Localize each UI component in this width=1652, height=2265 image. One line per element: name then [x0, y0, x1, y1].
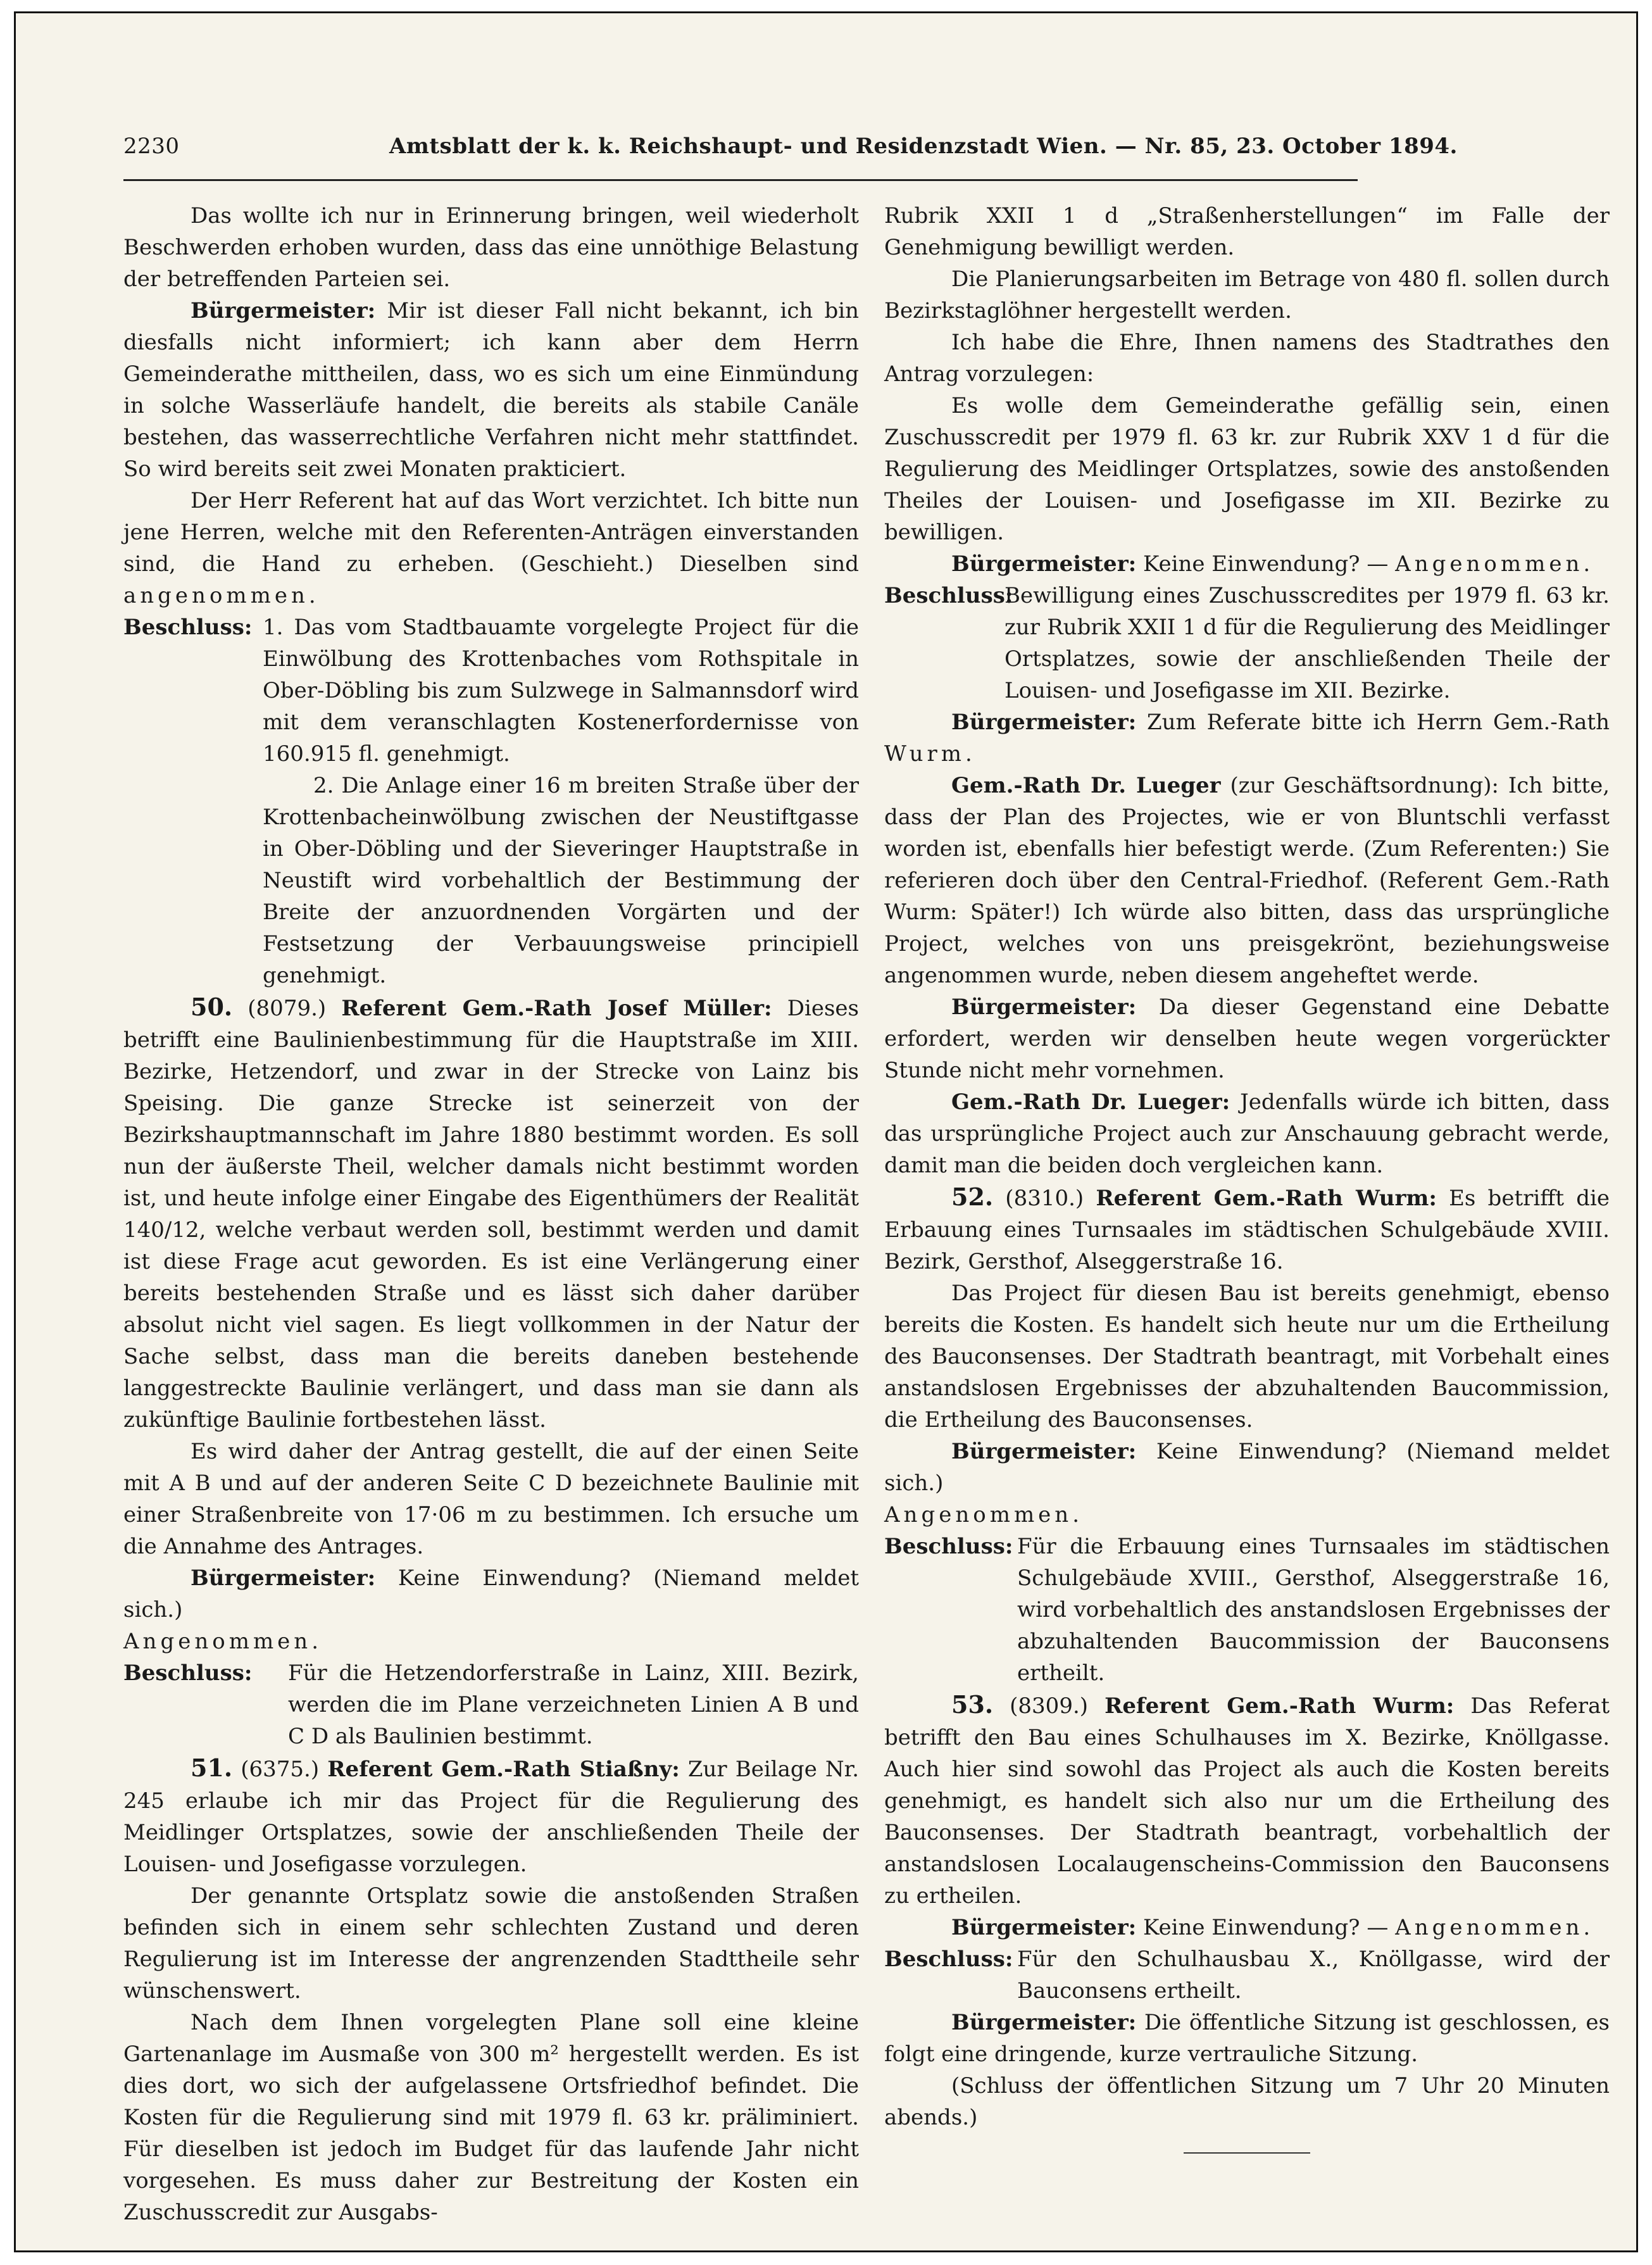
resolution	[123, 1657, 859, 1752]
paragraph: Die Planierungsarbeiten im Betrage von 480 fl. sollen durch Bezirkstaglöhner hergestellt werden.	[884, 267, 1610, 323]
resolution	[123, 612, 859, 991]
paragraph: Bürgermeister: Keine Einwendung? (Niemand meldet sich.)	[123, 1565, 859, 1622]
resolution-lead: Beschluss:	[123, 1660, 253, 1686]
speaker: Bürgermeister:	[951, 2010, 1137, 2035]
item-number: 53.	[951, 1690, 994, 1719]
resolution-text: Für den Schulhausbau X., Knöllgasse, wird der Bauconsens ertheilt.	[1017, 1947, 1610, 2004]
speaker: Bürgermeister:	[191, 298, 376, 323]
resolution	[884, 580, 1610, 706]
paragraph: Bürgermeister: Zum Referate bitte ich Herrn Gem.-Rath Wurm.	[884, 710, 1610, 767]
speaker: Referent Gem.-Rath Stiaßny:	[327, 1757, 680, 1782]
speaker: Bürgermeister:	[951, 1439, 1137, 1464]
speaker: Bürgermeister:	[951, 710, 1137, 735]
paragraph: Der Herr Referent hat auf das Wort verzichtet. Ich bitte nun jene Herren, welche mit den Referenten-Anträgen einverstanden sind, die Hand zu erheben. (Geschieht.) Dieselben sind angenommen.	[123, 488, 859, 608]
paragraph: Das Project für diesen Bau ist bereits genehmigt, ebenso bereits die Kosten. Es handelt sich heute nur um die Ertheilung des Bauconsenses. Der Stadtrath beantragt, mit Vorbehalt eines anstandslosen Ergebnisses der abzuhaltenden Baucommission, die Ertheilung des Bauconsenses.	[884, 1281, 1610, 1433]
paragraph: Gem.-Rath Dr. Lueger (zur Geschäftsordnung): Ich bitte, dass der Plan des Projectes, wie er von Bluntschli verfasst worden ist, ebenfalls hier befestigt werde. (Zum Referenten:) Sie referieren doch über den Central-Friedhof. (Referent Gem.-Rath Wurm: Später!) Ich würde also bitten, dass das ursprüngliche Project, welches von uns preisgekrönt, beziehungsweise angenommen wurde, neben diesem angeheftet werde.	[884, 773, 1610, 988]
resolution-lead: Beschluss:	[884, 1947, 1013, 1972]
newspaper-page	[14, 11, 1638, 2252]
item-number: 51.	[191, 1754, 233, 1782]
page-header	[123, 134, 1458, 172]
accepted-label: angenommen.	[123, 583, 320, 608]
paragraph: Der genannte Ortsplatz sowie die anstoßenden Straßen befinden sich in einem sehr schlechten Zustand und deren Regulierung ist im Interesse der angrenzenden Stadttheile sehr wünschenswert.	[123, 1883, 859, 2004]
end-rule	[1184, 2152, 1310, 2154]
paragraph: Bürgermeister: Da dieser Gegenstand eine Debatte erfordert, werden wir denselben heute wegen vorgerückter Stunde nicht mehr vornehmen.	[884, 994, 1610, 1083]
speaker: Gem.-Rath Dr. Lueger	[951, 773, 1221, 798]
speaker: Bürgermeister:	[951, 1915, 1137, 1940]
speaker: Referent Gem.-Rath Wurm:	[1104, 1693, 1455, 1719]
closing-note: (Schluss der öffentlichen Sitzung um 7 Uhr 20 Minuten abends.)	[884, 2073, 1610, 2130]
header-rule	[123, 179, 1358, 181]
left-column	[123, 200, 859, 2228]
paragraph: Es wird daher der Antrag gestellt, die auf der einen Seite mit A B und auf der anderen Seite C D bezeichnete Baulinie mit einer Straßenbreite von 17·06 m zu bestimmen. Ich ersuche um die Annahme des Antrages.	[123, 1439, 859, 1559]
resolution-lead: Beschluss:	[884, 1534, 1013, 1559]
accepted-label: Angenommen.	[123, 1629, 323, 1654]
agenda-item-53: 53. (8309.) Referent Gem.-Rath Wurm: Das Referat betrifft den Bau eines Schulhauses im X. Bezirke, Knöllgasse. Auch hier sind sowohl das Project als auch die Kosten bereits genehmigt, es handelt sich also nur um die Ertheilung des Bauconsenses. Der Stadtrath beantragt, vorbehaltlich der anstandslosen Localaugenscheins-Commission den Bauconsens zu ertheilen.	[884, 1690, 1610, 1909]
resolution	[884, 1943, 1610, 2007]
paragraph: Es wolle dem Gemeinderathe gefällig sein, einen Zuschusscredit per 1979 fl. 63 kr. zur Rubrik XXV 1 d für die Regulierung des Meidlinger Ortsplatzes, sowie des anstoßenden Theiles der Louisen- und Josefigasse im XII. Bezirke zu bewilligen.	[884, 393, 1610, 545]
speaker: Gem.-Rath Dr. Lueger:	[951, 1089, 1230, 1115]
resolution-item: 2. Die Anlage einer 16 m breiten Straße über der Krottenbacheinwölbung zwischen der Neustiftgasse in Ober-Döbling und der Sieveringer Hauptstraße in Neustift wird vorbehaltlich der Bestimmung der Breite der anzuordnenden Vorgärten und der Festsetzung der Verbauungsweise principiell genehmigt.	[263, 773, 859, 988]
speaker: Bürgermeister:	[191, 1565, 376, 1591]
paragraph: Ich habe die Ehre, Ihnen namens des Stadtrathes den Antrag vorzulegen:	[884, 330, 1610, 387]
accepted-label: Angenommen.	[1395, 1915, 1594, 1940]
speaker: Bürgermeister:	[951, 994, 1137, 1020]
resolution-text: Für die Erbauung eines Turnsaales im städtischen Schulgebäude XVIII., Gersthof, Alseggerstraße 16, wird vorbehaltlich des anstandslosen Ergebnisses der abzuhaltenden Baucommission der Bauconsens ertheilt.	[1017, 1534, 1610, 1686]
accepted-label: Angenommen.	[884, 1502, 1084, 1528]
paragraph: Rubrik XXII 1 d „Straßenherstellungen“ im Falle der Genehmigung bewilligt werden.	[884, 203, 1610, 260]
speaker-name: Wurm.	[884, 741, 976, 767]
item-number: 50.	[191, 993, 233, 1021]
page-number: 2230	[123, 134, 180, 159]
right-column	[884, 200, 1610, 2154]
item-number: 52.	[951, 1183, 994, 1211]
resolution-item: 1. Das vom Stadtbauamte vorgelegte Project für die Einwölbung des Krottenbaches vom Rothspitale in Ober-Döbling bis zum Sulzwege in Salmannsdorf wird mit dem veranschlagten Kostenerfordernisse von 160.915 fl. genehmigt.	[263, 615, 859, 767]
paragraph: Bürgermeister: Keine Einwendung? — Angenommen.	[951, 1915, 1594, 1940]
speaker: Referent Gem.-Rath Josef Müller:	[341, 996, 772, 1021]
speaker: Bürgermeister:	[951, 551, 1137, 577]
paragraph: Gem.-Rath Dr. Lueger: Jedenfalls würde ich bitten, dass das ursprüngliche Project auch zur Anschauung gebracht werde, damit man die beiden doch vergleichen kann.	[884, 1089, 1610, 1178]
paragraph: Das wollte ich nur in Erinnerung bringen, weil wiederholt Beschwerden erhoben wurden, dass das eine unnöthige Belastung der betreffenden Parteien sei.	[123, 203, 859, 292]
agenda-item-52: 52. (8310.) Referent Gem.-Rath Wurm: Es betrifft die Erbauung eines Turnsaales im städtischen Schulgebäude XVIII. Bezirk, Gersthof, Alseggerstraße 16.	[884, 1183, 1610, 1274]
agenda-item-51: 51. (6375.) Referent Gem.-Rath Stiaßny: Zur Beilage Nr. 245 erlaube ich mir das Project für die Regulierung des Meidlinger Ortsplatzes, sowie der anschließenden Theile der Louisen- und Josefigasse vorzulegen.	[123, 1754, 860, 1877]
paragraph: Bürgermeister: Keine Einwendung? — Angenommen.	[951, 551, 1594, 577]
paragraph: Bürgermeister: Die öffentliche Sitzung ist geschlossen, es folgt eine dringende, kurze vertrauliche Sitzung.	[884, 2010, 1610, 2067]
agenda-item-50: 50. (8079.) Referent Gem.-Rath Josef Müller: Dieses betrifft eine Baulinienbestimmung für die Hauptstraße im XIII. Bezirke, Hetzendorf, und zwar in der Strecke von Lainz bis Speising. Die ganze Strecke ist seinerzeit von der Bezirkshauptmannschaft im Jahre 1880 bestimmt worden. Es soll nun der äußerste Theil, welcher damals nicht bestimmt worden ist, und heute infolge einer Eingabe des Eigenthümers der Realität 140/12, welche verbaut werden soll, bestimmt werden und damit ist diese Frage acut geworden. Es ist eine Verlängerung einer bereits bestehenden Straße und es lässt sich daher darüber absolut nicht viel sagen. Es liegt vollkommen in der Natur der Sache selbst, dass man die bereits daneben bestehende langgestreckte Baulinie verlängert, und dass man sie dann als zukünftige Baulinie fortbestehen lässt.	[123, 993, 859, 1433]
paragraph: Nach dem Ihnen vorgelegten Plane soll eine kleine Gartenanlage im Ausmaße von 300 m² hergestellt werden. Es ist dies dort, wo sich der aufgelassene Ortsfriedhof befindet. Die Kosten für die Regulierung sind mit 1979 fl. 63 kr. präliminiert. Für dieselben ist jedoch im Budget für das laufende Jahr nicht vorgesehen. Es muss daher zur Bestreitung der Kosten ein Zuschusscredit zur Ausgabs-	[123, 2010, 859, 2225]
masthead-title: Amtsblatt der k. k. Reichshaupt- und Residenzstadt Wien. — Nr. 85, 23. October 1894.	[389, 134, 1458, 159]
resolution-text: Für die Hetzendorferstraße in Lainz, XIII. Bezirk, werden die im Plane verzeichneten Linien A B und C D als Baulinien bestimmt.	[288, 1660, 859, 1749]
paragraph: Bürgermeister: Mir ist dieser Fall nicht bekannt, ich bin diesfalls nicht informiert; ich kann aber dem Herrn Gemeinderathe mittheilen, dass, wo es sich um eine Einmündung in solche Wasserläufe handelt, die bereits als stabile Canäle bestehen, das wasserrechtliche Verfahren nicht mehr stattfindet. So wird bereits seit zwei Monaten prakticiert.	[123, 298, 859, 482]
paragraph: Bürgermeister: Keine Einwendung? (Niemand meldet sich.)	[884, 1439, 1610, 1496]
speaker: Referent Gem.-Rath Wurm:	[1096, 1186, 1437, 1211]
resolution-lead: Beschluss:	[123, 615, 253, 640]
resolution	[884, 1531, 1610, 1689]
resolution-text: Bewilligung eines Zuschusscredites per 1979 fl. 63 kr. zur Rubrik XXII 1 d für die Regulierung des Meidlinger Ortsplatzes, sowie der anschließenden Theile der Louisen- und Josefigasse im XII. Bezirke.	[1004, 583, 1610, 703]
resolution-lead: Beschluss:	[884, 583, 1013, 608]
accepted-label: Angenommen.	[1395, 551, 1594, 577]
